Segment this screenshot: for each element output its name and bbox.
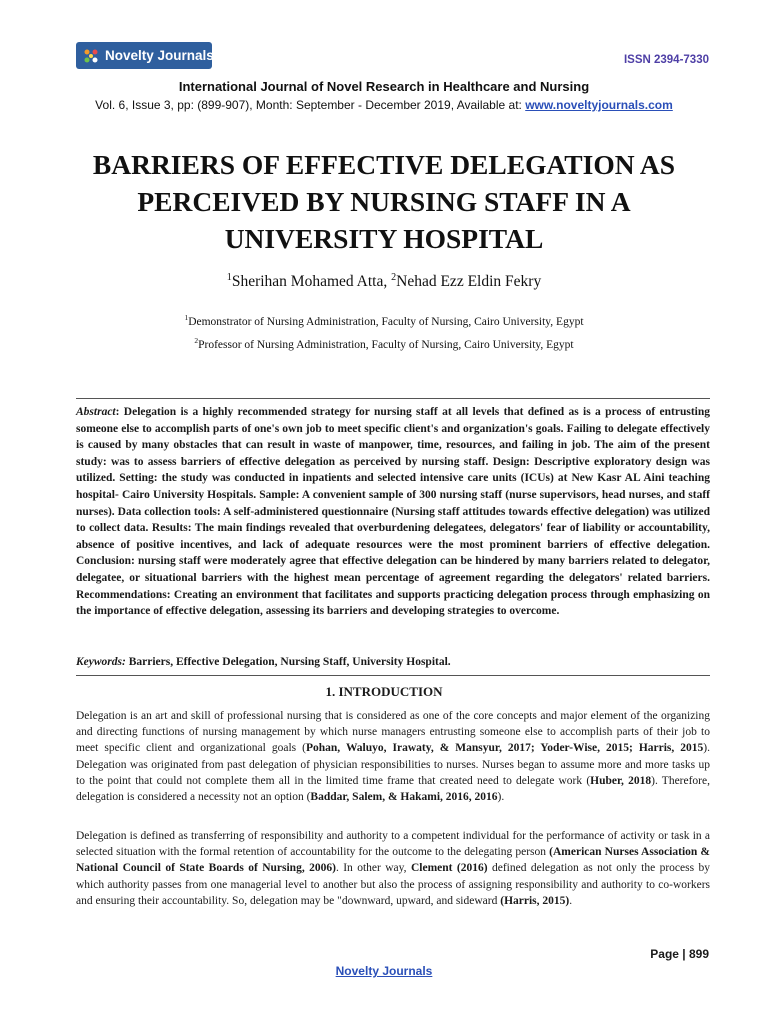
- affiliation-2-text: Professor of Nursing Administration, Faculty of Nursing, Cairo University, Egypt: [198, 338, 574, 351]
- intro-paragraph-1: [76, 708, 710, 805]
- available-at-label: Available at:: [456, 98, 522, 112]
- author-1: Sherihan Mohamed Atta,: [231, 273, 388, 291]
- para1-text-1: Delegation is an art and skill of professional nursing that is considered as one of the core concepts and major element of the organizing and directing functions of nursing management by which nurse managers entrusting someone else to accomplish parts of their job to meet specific client and organizational goals (: [76, 710, 710, 755]
- logo-text: Novelty Journals: [105, 48, 214, 63]
- keywords: [76, 656, 710, 668]
- para1-citation-3: Baddar, Salem, & Hakami, 2016, 2016: [310, 791, 498, 804]
- footer-journal-link[interactable]: Novelty Journals: [335, 964, 433, 978]
- para1-citation-2: Huber, 2018: [590, 774, 652, 787]
- author-2-sup: 2: [391, 272, 397, 283]
- para1-text-2: ). Delegation was originated from past delegation of physician responsibilities to nurses. Nurses began to assume more and more tasks up to the point that could not complete them all in the limited time frame that created need to delegate work (: [76, 742, 710, 787]
- affiliation-2-sup: 2: [194, 336, 199, 345]
- para2-text-3: defined delegation as not only the process by which authority passes from one managerial level to another but also the process of assigning responsibility and authority to co-workers and ensuring their accountability. So, delegation may be "downward, upward, and sideward: [76, 862, 711, 907]
- abstract: Abstract: Delegation is a highly recommended strategy for nursing staff at all levels that defined as is a process of entrusting someone else to accomplish parts of one's own job to meet specific client's and organization's goals. Failing to delegate effectively is caused by many obstacles that can result in waste of manpower, time, resources, and failing in job. The aim of the present study: was to assess barriers of effective delegation as perceived by nursing staff. Design: Descriptive exploratory design was utilized. Setting: the study was conducted in inpatients and selected intensive care units (ICUs) at New Kasr AL Aini teaching hospital- Cairo University Hospitals. Sample: A convenient sample of 300 nursing staff (nurse supervisors, head nurses, and staff nurses). Data collection tools: A self-administered questionnaire (Nursing staff attitudes towards effective delegation) was utilized to collect data. Results: The main findings revealed that overburdening delegatees, delegators' fear of liability or accountability, absence of positive incentives, and lack of adequate resources were the most prominent barriers of effective delegation. Conclusion: nursing staff were moderately agree that effective delegation can be hindered by many barriers related to delegator, delegatee, or situational barriers with the highest mean percentage of agreement regarding the delegators' related barriers. Recommendations: Creating an environment that facilitates and supports practicing delegation process through emphasizing on the importance of effective delegation, assessing its barriers and developing strategies to overcome.: [76, 406, 710, 618]
- journal-url-link[interactable]: www.noveltyjournals.com: [525, 98, 673, 112]
- authors: [0, 272, 768, 291]
- abstract-bottom-rule: [76, 675, 710, 676]
- para2-text-1: Delegation is defined as transferring of responsibility and authority to a competent individual for the performance of activity or task in a selected situation with the formal retention of accountability for the outcome to the delegating person: [76, 830, 710, 859]
- abstract-text: Delegation is a highly recommended strategy for nursing staff at all levels that defined as is a process of entrusting someone else to accomplish parts of one's own job to meet specific client's and organization's goals. Failing to delegate effectively is caused by many obstacles that can result in waste of manpower, time, resources, and failing in job. The aim of the present study: was to assess barriers of effective delegation as perceived by nursing staff. Design: Descriptive exploratory design was utilized. Setting: the study was conducted in inpatients and selected intensive care units (ICUs) at New Kasr AL Aini teaching hospital- Cairo University Hospitals. Sample: A convenient sample of 300 nursing staff (nurse supervisors, head nurses, and staff nurses). Data collection tools: A self-administered questionnaire (Nursing staff attitudes towards effective delegation) was utilized to collect data. Results: The main findings revealed that overburdening delegatees, delegators' fear of liability or accountability, absence of positive incentives, and lack of adequate resources were the most prominent barriers of effective delegation. Conclusion: nursing staff were moderately agree that effective delegation can be hindered by many barriers related to delegator, delegatee, or situational barriers with the highest mean percentage of agreement regarding the delegators' related barriers. Recommendations: Creating an environment that facilitates and supports practicing delegation process through emphasizing on the importance of effective delegation, assessing its barriers and developing strategies to overcome.: [76, 406, 710, 618]
- affiliation-1: [0, 313, 768, 328]
- paper-title: BARRIERS OF EFFECTIVE DELEGATION AS PERCEIVED BY NURSING STAFF IN A UNIVERSITY HOSPITAL: [92, 149, 676, 254]
- para2-citation-2: Clement (2016): [410, 862, 488, 875]
- affiliation-1-text: Demonstrator of Nursing Administration, Faculty of Nursing, Cairo University, Egypt: [188, 315, 584, 328]
- para2-text-2: . In other way,: [335, 862, 407, 875]
- para1-citation-1: Pohan, Waluyo, Irawaty, & Mansyur, 2017; Yoder-Wise, 2015; Harris, 2015: [305, 742, 704, 755]
- molecule-icon: [82, 47, 100, 65]
- journal-name: International Journal of Novel Research in Healthcare and Nursing: [178, 79, 590, 94]
- publisher-logo: [76, 42, 212, 69]
- author-2: Nehad Ezz Eldin Fekry: [396, 273, 542, 291]
- affiliation-2: [0, 336, 768, 351]
- abstract-top-rule: [76, 398, 710, 399]
- issn: ISSN 2394-7330: [623, 54, 709, 66]
- intro-paragraph-2: [76, 828, 710, 909]
- author-1-sup: 1: [226, 272, 232, 283]
- section-heading-introduction: 1. INTRODUCTION: [325, 684, 443, 699]
- para2-citation-1: (American Nurses Association & National Council of State Boards of Nursing, 2006): [76, 846, 711, 875]
- journal-info: [0, 98, 768, 112]
- keywords-text: Barriers, Effective Delegation, Nursing Staff, University Hospital.: [128, 656, 451, 668]
- abstract-label: Abstract: [76, 406, 116, 418]
- affiliation-1-sup: 1: [184, 313, 189, 322]
- page-number: Page | 899: [650, 947, 709, 961]
- para1-text-4: ).: [497, 791, 505, 804]
- volume-info: Vol. 6, Issue 3, pp: (899-907), Month: September - December 2019,: [95, 98, 455, 112]
- keywords-label: Keywords:: [76, 656, 126, 668]
- para2-text-4: .: [569, 894, 573, 907]
- para1-text-3: ). Therefore, delegation is considered a necessity not an option (: [76, 774, 710, 804]
- para2-citation-3: (Harris, 2015): [500, 894, 570, 907]
- footer: [0, 964, 768, 978]
